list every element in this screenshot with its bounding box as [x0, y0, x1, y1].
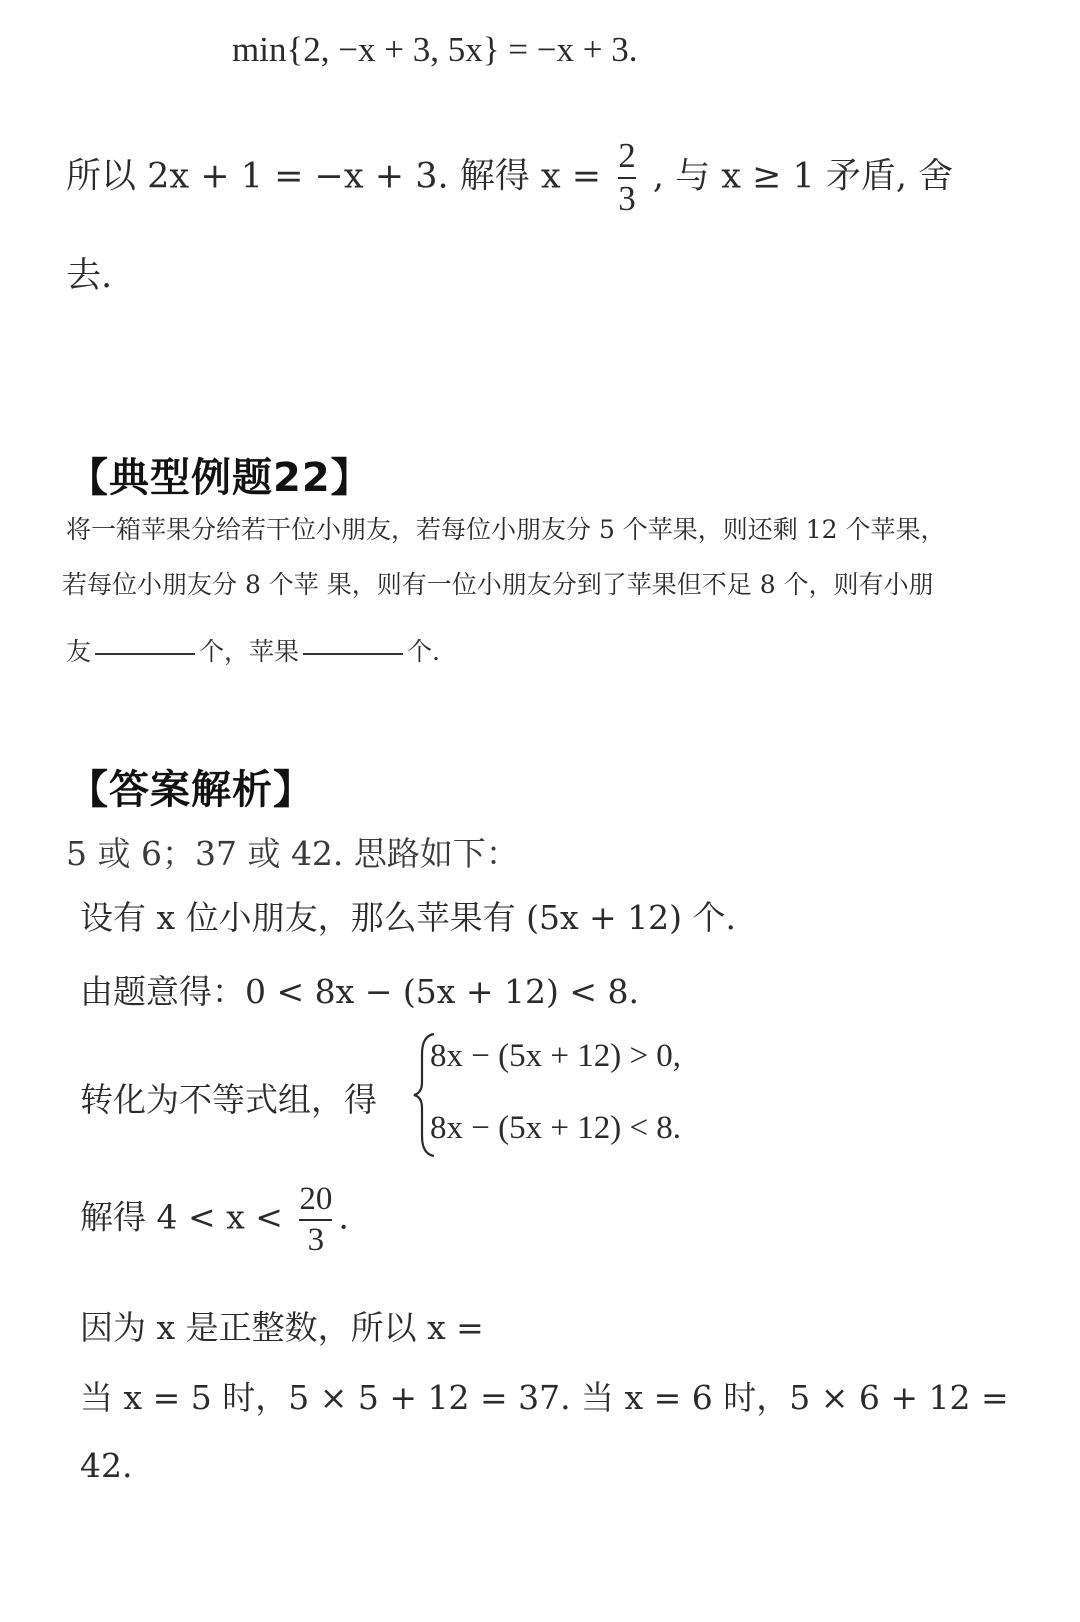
- fraction-denominator: 3: [307, 1221, 325, 1258]
- example-line-3-c: 个.: [407, 637, 440, 666]
- step-4: [80, 1182, 349, 1257]
- example-line-2: 若每位小朋友分 8 个苹 果，则有一位小朋友分到了苹果但不足 8 个，则有小朋: [62, 570, 934, 599]
- system-row-1: 8x − (5x + 12) > 0,: [430, 1038, 682, 1074]
- step-1: 设有 x 位小朋友，那么苹果有 (5x + 12) 个.: [80, 898, 737, 937]
- fraction-numerator: 2: [618, 136, 636, 175]
- solve-text-b: , 与 x ≥ 1 矛盾, 舍: [652, 156, 954, 197]
- min-equation: min{2, −x + 3, 5x} = −x + 3.: [232, 30, 638, 69]
- fraction-two-thirds: [618, 138, 636, 218]
- system-row-2: 8x − (5x + 12) < 8.: [430, 1110, 682, 1146]
- example-heading: 【典型例题22】: [68, 455, 372, 501]
- example-line-3-b: 个，苹果: [199, 637, 300, 666]
- step-5: 因为 x 是正整数，所以 x =: [80, 1308, 484, 1347]
- fraction-denominator: 3: [618, 178, 636, 218]
- answer-heading: 【答案解析】: [68, 767, 314, 813]
- answer-blank-apples: [303, 653, 403, 655]
- example-line-1: 将一箱苹果分给若干位小朋友，若每位小朋友分 5 个苹果，则还剩 12 个苹果，: [66, 515, 946, 544]
- step-3-label: 转化为不等式组，得: [80, 1080, 377, 1119]
- fraction-numerator: 20: [299, 1181, 333, 1217]
- solve-line-end: 去.: [66, 256, 113, 296]
- answer-summary: 5 或 6；37 或 42. 思路如下：: [66, 834, 519, 873]
- solve-line: [66, 138, 953, 218]
- step-4-text: 解得 4 < x <: [80, 1197, 283, 1237]
- answer-blank-children: [95, 653, 195, 655]
- fraction-twenty-thirds: [299, 1182, 332, 1257]
- step-4-period: .: [338, 1197, 349, 1237]
- step-6: 当 x = 5 时，5 × 5 + 12 = 37. 当 x = 6 时，5 × 6 + 12 =: [80, 1378, 1009, 1417]
- step-2: 由题意得：0 < 8x − (5x + 12) < 8.: [80, 972, 639, 1011]
- step-7: 42.: [80, 1446, 133, 1485]
- solve-text-a: 所以 2x + 1 = −x + 3. 解得 x =: [66, 156, 602, 197]
- example-line-3-a: 友: [66, 637, 92, 666]
- example-line-3: [66, 632, 440, 668]
- fraction-bar: [299, 1219, 332, 1221]
